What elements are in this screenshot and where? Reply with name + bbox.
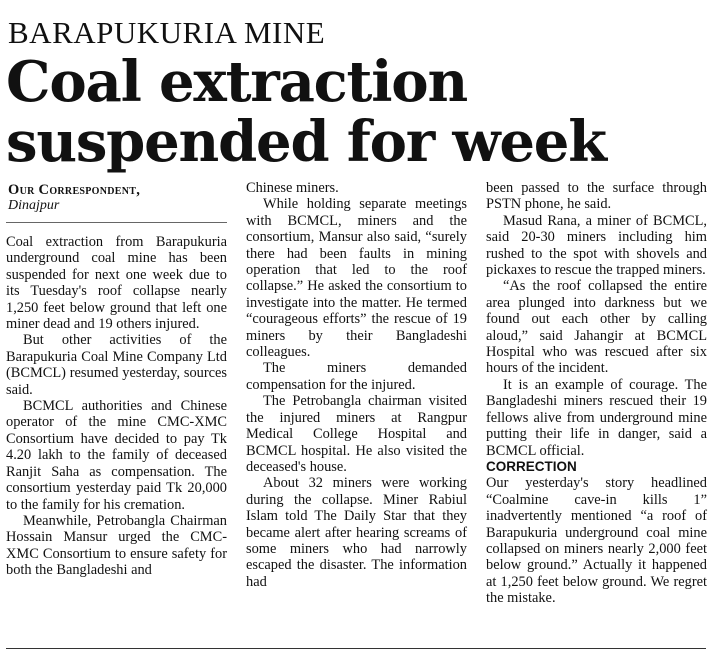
byline-rule	[6, 222, 227, 223]
paragraph: The Petrobangla chairman visited the injured miners at Rangpur Medical College Hospital and BCMCL hospital. He also visited the deceased's house.	[246, 393, 467, 475]
column-1	[6, 234, 227, 579]
headline: Coal extraction suspended for week	[6, 49, 606, 175]
bottom-rule	[6, 648, 706, 649]
paragraph: While holding separate meetings with BCMCL, miners and the consortium, Mansur also said, “surely there had been faults in mining operation that led to the roof collapse.” He asked the consortium to investigate into the matter. He termed “courageous efforts” the rescue of 19 miners by their Bangladeshi colleagues.	[246, 196, 467, 361]
byline-place: Dinajpur	[8, 198, 60, 213]
correction-heading: CORRECTION	[486, 458, 577, 474]
paragraph: BCMCL authorities and Chinese operator of the mine CMC-XMC Consortium have decided to pay Tk 4.20 lakh to the family of deceased Ranjit Saha as compensation. The consortium yesterday paid Tk 20,000 to the family for his cremation.	[6, 398, 227, 513]
column-3	[486, 180, 707, 607]
kicker: BARAPUKURIA MINE	[8, 15, 326, 50]
paragraph: It is an example of courage. The Bangladeshi miners rescued their 19 fellows alive from underground mine putting their life in danger, said a BCMCL official.	[486, 376, 707, 459]
paragraph: Coal extraction from Barapukuria underground coal mine has been suspended for next one week due to its Tuesday's roof collapse nearly 1,250 feet below ground that left one miner dead and 19 others injured.	[6, 234, 227, 333]
paragraph: The miners demanded compensation for the injured.	[246, 360, 467, 393]
paragraph: Meanwhile, Petrobangla Chairman Hossain Mansur urged the CMC-XMC Consortium to ensure safety for both the Bangladeshi and	[6, 512, 227, 579]
paragraph: But other activities of the Barapukuria Coal Mine Company Ltd (BCMCL) resumed yesterday, sources said.	[6, 332, 227, 398]
column-2	[246, 180, 467, 590]
paragraph: About 32 miners were working during the collapse. Miner Rabiul Islam told The Daily Star that they became alert after hearing screams of some miners who had narrowly escaped the disaster. The information had	[246, 475, 467, 590]
paragraph: been passed to the surface through PSTN phone, he said.	[486, 180, 707, 213]
paragraph: Chinese miners.	[246, 180, 339, 196]
correction-text: Our yesterday's story headlined “Coalmine cave-in kills 1” inadvertently mentioned “a roof of Barapukuria underground coal mine collapsed on miners nearly 2,000 feet below ground.” Actually it happened at 1,250 feet below ground. We regret the mistake.	[486, 475, 707, 607]
byline-author: Our Correspondent,	[8, 182, 141, 198]
paragraph: Masud Rana, a miner of BCMCL, said 20-30 miners including him rushed to the spot with shovels and pickaxes to rescue the trapped miners.	[486, 212, 707, 279]
byline	[8, 182, 228, 214]
paragraph: “As the roof collapsed the entire area plunged into darkness but we found out each other by calling aloud,” said Jahangir at BCMCL Hospital who was rescued after six hours of the incident.	[486, 278, 707, 377]
